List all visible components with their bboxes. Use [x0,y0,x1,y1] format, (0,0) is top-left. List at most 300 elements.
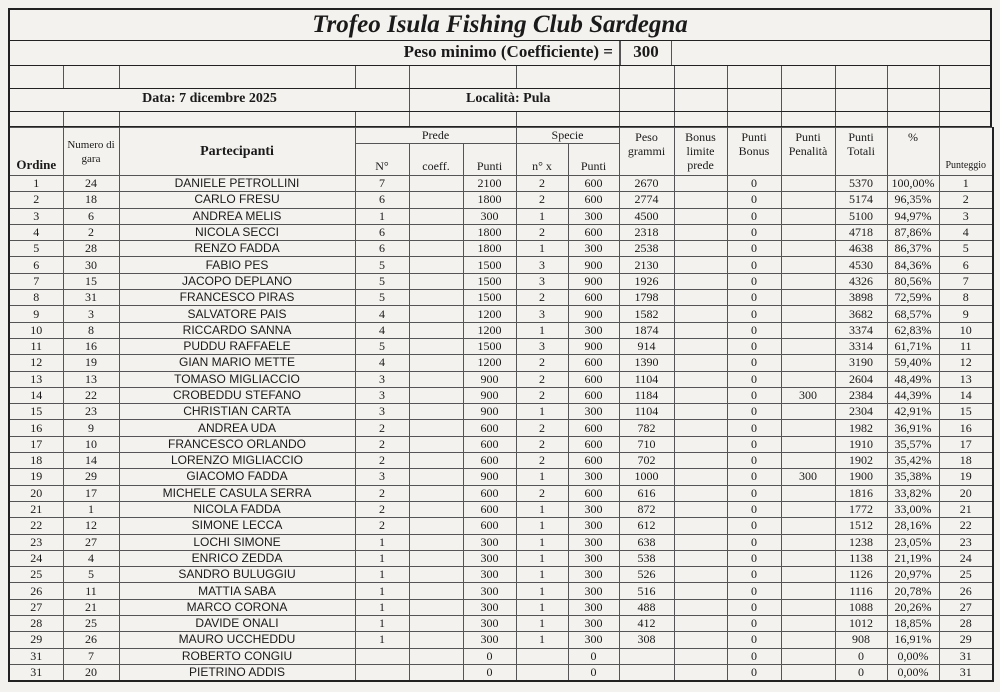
table-row [9,176,993,192]
cell-punteggio: 21 [939,501,993,517]
cell-partecipante: ANDREA UDA [119,420,355,436]
cell-punteggio: 12 [939,355,993,371]
cell-prede-coeff [409,192,463,208]
cell-bonus-limite [674,550,727,566]
cell-punti-penalita [781,371,835,387]
cell-prede-punti: 300 [463,583,516,599]
cell-percent: 48,49% [887,371,939,387]
cell-numero-gara: 9 [63,420,119,436]
cell-partecipante: FRANCESCO PIRAS [119,290,355,306]
cell-specie-punti: 0 [568,648,619,664]
cell-specie-punti: 600 [568,420,619,436]
cell-specie-punti: 600 [568,387,619,403]
table-row [9,241,993,257]
cell-punti-totali: 908 [835,632,887,648]
cell-specie-punti: 900 [568,338,619,354]
cell-punteggio: 25 [939,567,993,583]
cell-punti-penalita [781,273,835,289]
cell-percent: 62,83% [887,322,939,338]
cell-bonus-limite [674,273,727,289]
cell-prede-coeff [409,632,463,648]
cell-ordine: 25 [9,567,63,583]
cell-prede-punti: 300 [463,208,516,224]
cell-partecipante: PUDDU RAFFAELE [119,338,355,354]
cell-specie-punti: 900 [568,257,619,273]
header-specie-n: n° x [516,144,568,176]
cell-punteggio: 28 [939,616,993,632]
cell-punteggio: 31 [939,664,993,681]
cell-prede-n: 4 [355,306,409,322]
cell-ordine: 15 [9,404,63,420]
cell-numero-gara: 5 [63,567,119,583]
cell-percent: 35,38% [887,469,939,485]
cell-punti-bonus: 0 [727,518,781,534]
cell-specie-n: 1 [516,616,568,632]
table-row [9,583,993,599]
cell-bonus-limite [674,501,727,517]
cell-prede-n: 2 [355,436,409,452]
cell-prede-n: 2 [355,518,409,534]
cell-prede-n: 1 [355,567,409,583]
cell-prede-punti: 2100 [463,176,516,192]
header-punti-penalita: Punti Penalità [781,128,835,176]
cell-punti-penalita: 300 [781,387,835,403]
cell-prede-n: 3 [355,371,409,387]
cell-prede-coeff [409,257,463,273]
cell-specie-punti: 300 [568,599,619,615]
cell-punteggio: 3 [939,208,993,224]
cell-bonus-limite [674,176,727,192]
cell-prede-punti: 300 [463,632,516,648]
cell-numero-gara: 12 [63,518,119,534]
table-row [9,485,993,501]
cell-specie-n: 2 [516,371,568,387]
cell-punti-bonus: 0 [727,241,781,257]
cell-punti-bonus: 0 [727,224,781,240]
cell-numero-gara: 24 [63,176,119,192]
cell-prede-n: 5 [355,273,409,289]
cell-bonus-limite [674,453,727,469]
cell-prede-coeff [409,273,463,289]
cell-prede-punti: 300 [463,599,516,615]
cell-prede-n: 3 [355,387,409,403]
cell-numero-gara: 28 [63,241,119,257]
cell-percent: 0,00% [887,664,939,681]
cell-ordine: 18 [9,453,63,469]
table-row [9,273,993,289]
cell-punti-bonus: 0 [727,322,781,338]
table-row [9,664,993,681]
cell-prede-coeff [409,567,463,583]
cell-punti-bonus: 0 [727,664,781,681]
cell-partecipante: GIAN MARIO METTE [119,355,355,371]
cell-ordine: 13 [9,371,63,387]
cell-punti-bonus: 0 [727,501,781,517]
cell-punteggio: 1 [939,176,993,192]
cell-numero-gara: 8 [63,322,119,338]
cell-punti-bonus: 0 [727,176,781,192]
cell-bonus-limite [674,192,727,208]
cell-percent: 36,91% [887,420,939,436]
cell-ordine: 17 [9,436,63,452]
table-row [9,355,993,371]
cell-partecipante: FABIO PES [119,257,355,273]
cell-prede-punti: 1500 [463,257,516,273]
table-row [9,404,993,420]
cell-punti-totali: 1816 [835,485,887,501]
cell-partecipante: CHRISTIAN CARTA [119,404,355,420]
cell-specie-punti: 300 [568,567,619,583]
cell-bonus-limite [674,338,727,354]
cell-ordine: 7 [9,273,63,289]
cell-specie-n: 1 [516,534,568,550]
cell-punteggio: 13 [939,371,993,387]
cell-specie-n: 1 [516,404,568,420]
cell-punti-totali: 0 [835,664,887,681]
cell-peso-grammi: 1000 [619,469,674,485]
cell-punteggio: 2 [939,192,993,208]
cell-punti-penalita [781,192,835,208]
cell-specie-n: 1 [516,632,568,648]
cell-prede-n [355,664,409,681]
cell-specie-n: 1 [516,501,568,517]
cell-partecipante: DANIELE PETROLLINI [119,176,355,192]
cell-punti-bonus: 0 [727,290,781,306]
cell-punti-bonus: 0 [727,453,781,469]
cell-numero-gara: 29 [63,469,119,485]
cell-specie-punti: 300 [568,518,619,534]
cell-punteggio: 29 [939,632,993,648]
cell-peso-grammi: 1874 [619,322,674,338]
cell-specie-punti: 300 [568,322,619,338]
cell-numero-gara: 27 [63,534,119,550]
cell-partecipante: JACOPO DEPLANO [119,273,355,289]
header-ordine: Ordine [9,128,63,176]
header-prede-coeff: coeff. [409,144,463,176]
cell-punti-bonus: 0 [727,371,781,387]
cell-punti-bonus: 0 [727,192,781,208]
cell-percent: 23,05% [887,534,939,550]
cell-punti-bonus: 0 [727,355,781,371]
cell-prede-punti: 600 [463,453,516,469]
cell-specie-punti: 600 [568,290,619,306]
cell-numero-gara: 3 [63,306,119,322]
cell-prede-punti: 1500 [463,290,516,306]
cell-prede-coeff [409,387,463,403]
cell-numero-gara: 16 [63,338,119,354]
cell-percent: 42,91% [887,404,939,420]
cell-punti-totali: 1902 [835,453,887,469]
cell-prede-n: 1 [355,583,409,599]
date-location-row [8,89,992,112]
cell-punti-penalita [781,501,835,517]
cell-partecipante: RENZO FADDA [119,241,355,257]
cell-partecipante: FRANCESCO ORLANDO [119,436,355,452]
cell-specie-n: 2 [516,192,568,208]
cell-punti-penalita [781,632,835,648]
cell-numero-gara: 2 [63,224,119,240]
cell-punti-totali: 0 [835,648,887,664]
cell-punti-totali: 3314 [835,338,887,354]
cell-prede-punti: 1200 [463,306,516,322]
table-row [9,192,993,208]
results-table [8,127,994,682]
cell-punteggio: 16 [939,420,993,436]
cell-specie-punti: 600 [568,176,619,192]
cell-specie-n: 3 [516,338,568,354]
cell-punti-penalita: 300 [781,469,835,485]
cell-punti-penalita [781,241,835,257]
cell-punti-totali: 1012 [835,616,887,632]
cell-bonus-limite [674,420,727,436]
cell-punti-totali: 1138 [835,550,887,566]
cell-specie-n: 1 [516,583,568,599]
cell-bonus-limite [674,664,727,681]
cell-prede-punti: 900 [463,404,516,420]
cell-percent: 44,39% [887,387,939,403]
cell-specie-n: 1 [516,469,568,485]
cell-numero-gara: 10 [63,436,119,452]
cell-specie-n: 1 [516,322,568,338]
cell-punti-totali: 1512 [835,518,887,534]
peso-minimo-label: Peso minimo (Coefficiente) = [10,41,620,65]
cell-punti-bonus: 0 [727,273,781,289]
cell-punteggio: 18 [939,453,993,469]
cell-prede-punti: 300 [463,534,516,550]
cell-punti-bonus: 0 [727,306,781,322]
cell-partecipante: MICHELE CASULA SERRA [119,485,355,501]
cell-bonus-limite [674,257,727,273]
cell-prede-n: 5 [355,290,409,306]
cell-specie-punti: 0 [568,664,619,681]
cell-punteggio: 27 [939,599,993,615]
table-row [9,306,993,322]
cell-numero-gara: 21 [63,599,119,615]
cell-prede-coeff [409,208,463,224]
cell-peso-grammi: 2318 [619,224,674,240]
cell-punti-bonus: 0 [727,616,781,632]
cell-prede-n: 6 [355,192,409,208]
cell-punti-penalita [781,583,835,599]
cell-punteggio: 9 [939,306,993,322]
cell-numero-gara: 15 [63,273,119,289]
cell-peso-grammi: 616 [619,485,674,501]
cell-punti-bonus: 0 [727,550,781,566]
cell-partecipante: SIMONE LECCA [119,518,355,534]
cell-punti-totali: 3374 [835,322,887,338]
cell-prede-punti: 1200 [463,322,516,338]
cell-punteggio: 11 [939,338,993,354]
cell-numero-gara: 22 [63,387,119,403]
cell-punti-totali: 2604 [835,371,887,387]
cell-prede-n: 3 [355,469,409,485]
cell-percent: 86,37% [887,241,939,257]
cell-ordine: 31 [9,648,63,664]
cell-percent: 72,59% [887,290,939,306]
cell-punteggio: 20 [939,485,993,501]
cell-ordine: 5 [9,241,63,257]
cell-specie-punti: 300 [568,534,619,550]
cell-prede-n: 1 [355,534,409,550]
table-row [9,518,993,534]
cell-partecipante: CARLO FRESU [119,192,355,208]
cell-prede-n: 2 [355,501,409,517]
cell-prede-n: 1 [355,616,409,632]
cell-specie-punti: 600 [568,224,619,240]
cell-punteggio: 4 [939,224,993,240]
table-row [9,453,993,469]
cell-specie-punti: 600 [568,371,619,387]
cell-peso-grammi: 1926 [619,273,674,289]
results-sheet [8,8,992,682]
cell-percent: 96,35% [887,192,939,208]
cell-punti-totali: 4718 [835,224,887,240]
cell-prede-coeff [409,371,463,387]
table-row [9,420,993,436]
cell-numero-gara: 25 [63,616,119,632]
cell-punteggio: 26 [939,583,993,599]
cell-peso-grammi: 782 [619,420,674,436]
header-prede-n: N° [355,144,409,176]
cell-specie-n: 1 [516,241,568,257]
cell-punti-bonus: 0 [727,534,781,550]
cell-specie-n: 2 [516,355,568,371]
cell-punti-penalita [781,224,835,240]
cell-partecipante: NICOLA SECCI [119,224,355,240]
cell-partecipante: MAURO UCCHEDDU [119,632,355,648]
cell-punti-bonus: 0 [727,632,781,648]
cell-punti-penalita [781,599,835,615]
cell-numero-gara: 20 [63,664,119,681]
cell-bonus-limite [674,224,727,240]
cell-punti-penalita [781,534,835,550]
cell-prede-coeff [409,322,463,338]
table-row [9,436,993,452]
header-numero-gara: Numero di gara [63,128,119,176]
cell-prede-punti: 600 [463,518,516,534]
cell-prede-punti: 1500 [463,273,516,289]
table-row [9,387,993,403]
cell-punti-bonus: 0 [727,420,781,436]
cell-numero-gara: 4 [63,550,119,566]
cell-bonus-limite [674,485,727,501]
cell-ordine: 1 [9,176,63,192]
header-prede-punti: Punti [463,144,516,176]
cell-prede-coeff [409,648,463,664]
cell-partecipante: LOCHI SIMONE [119,534,355,550]
cell-ordine: 22 [9,518,63,534]
cell-specie-punti: 300 [568,501,619,517]
cell-prede-coeff [409,404,463,420]
cell-peso-grammi: 526 [619,567,674,583]
cell-peso-grammi: 516 [619,583,674,599]
cell-percent: 33,00% [887,501,939,517]
cell-specie-n: 1 [516,518,568,534]
cell-ordine: 20 [9,485,63,501]
cell-punteggio: 23 [939,534,993,550]
table-row [9,550,993,566]
cell-bonus-limite [674,648,727,664]
cell-prede-coeff [409,485,463,501]
cell-punti-penalita [781,257,835,273]
cell-ordine: 3 [9,208,63,224]
cell-punteggio: 7 [939,273,993,289]
cell-punti-penalita [781,567,835,583]
cell-prede-punti: 600 [463,420,516,436]
cell-specie-punti: 600 [568,453,619,469]
cell-bonus-limite [674,567,727,583]
header-punteggio: Punteggio [939,128,993,176]
cell-peso-grammi: 638 [619,534,674,550]
cell-prede-coeff [409,583,463,599]
cell-punti-penalita [781,404,835,420]
cell-punti-penalita [781,176,835,192]
table-row [9,616,993,632]
cell-punti-totali: 1116 [835,583,887,599]
cell-bonus-limite [674,241,727,257]
cell-specie-n: 3 [516,273,568,289]
cell-partecipante: NICOLA FADDA [119,501,355,517]
cell-punti-bonus: 0 [727,208,781,224]
cell-specie-n [516,664,568,681]
cell-prede-n: 2 [355,453,409,469]
cell-prede-punti: 600 [463,501,516,517]
cell-bonus-limite [674,371,727,387]
cell-bonus-limite [674,632,727,648]
cell-bonus-limite [674,290,727,306]
cell-peso-grammi: 538 [619,550,674,566]
cell-prede-coeff [409,550,463,566]
cell-specie-n: 2 [516,224,568,240]
table-row [9,469,993,485]
cell-punti-bonus: 0 [727,404,781,420]
table-row [9,567,993,583]
cell-specie-n: 2 [516,176,568,192]
cell-prede-n: 5 [355,338,409,354]
cell-prede-punti: 1800 [463,192,516,208]
cell-punteggio: 14 [939,387,993,403]
cell-punti-penalita [781,306,835,322]
cell-specie-n: 1 [516,208,568,224]
cell-punteggio: 17 [939,436,993,452]
cell-prede-n: 1 [355,550,409,566]
cell-punti-totali: 5100 [835,208,887,224]
cell-percent: 20,78% [887,583,939,599]
table-row [9,371,993,387]
cell-percent: 80,56% [887,273,939,289]
cell-punti-penalita [781,616,835,632]
cell-prede-punti: 0 [463,648,516,664]
cell-punti-bonus: 0 [727,257,781,273]
cell-percent: 21,19% [887,550,939,566]
cell-partecipante: GIACOMO FADDA [119,469,355,485]
cell-specie-n [516,648,568,664]
cell-ordine: 10 [9,322,63,338]
cell-punti-totali: 4638 [835,241,887,257]
cell-peso-grammi: 2774 [619,192,674,208]
cell-prede-coeff [409,599,463,615]
blank-grid-row-1 [8,66,992,89]
cell-specie-n: 3 [516,257,568,273]
cell-partecipante: MATTIA SABA [119,583,355,599]
cell-prede-n: 1 [355,208,409,224]
cell-numero-gara: 7 [63,648,119,664]
cell-punti-penalita [781,648,835,664]
cell-specie-n: 3 [516,306,568,322]
cell-prede-coeff [409,664,463,681]
cell-prede-coeff [409,616,463,632]
cell-punteggio: 31 [939,648,993,664]
